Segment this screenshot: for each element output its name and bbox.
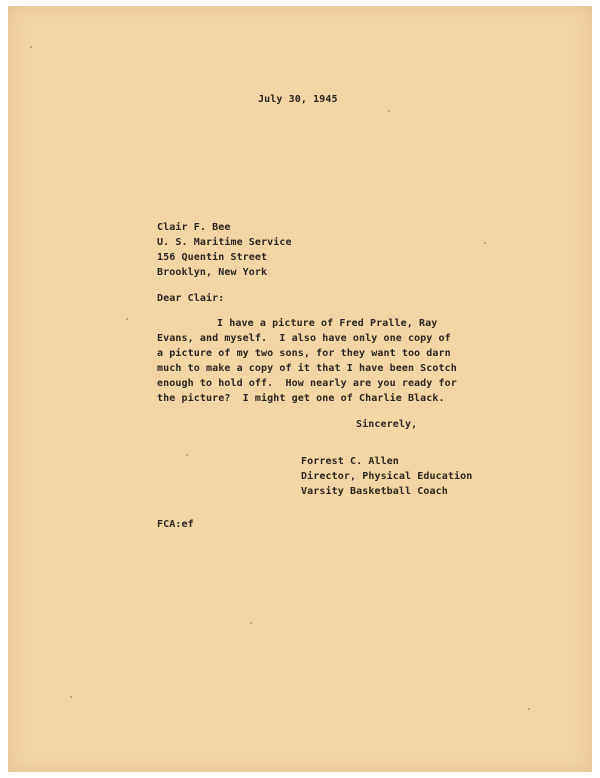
closing: Sincerely, <box>356 419 418 430</box>
recipient-street: 156 Quentin Street <box>157 252 268 263</box>
paper-speck <box>70 696 72 698</box>
paper-speck <box>528 708 530 710</box>
signature-title: Varsity Basketball Coach <box>301 486 448 497</box>
body-line: the picture? I might get one of Charlie Black. <box>157 393 445 404</box>
body-line: much to make a copy of it that I have been Scotch <box>157 363 457 374</box>
signature-name: Forrest C. Allen <box>301 456 399 467</box>
salutation: Dear Clair: <box>157 293 225 304</box>
body-line: enough to hold off. How nearly are you ready for <box>157 378 457 389</box>
signature-title: Director, Physical Education <box>301 471 473 482</box>
reference-initials: FCA:ef <box>157 519 194 530</box>
paper-speck <box>186 454 188 456</box>
body-line: a picture of my two sons, for they want too darn <box>157 348 451 359</box>
paper-speck <box>484 242 486 244</box>
letter-date: July 30, 1945 <box>258 94 338 105</box>
paper-speck <box>388 110 390 112</box>
body-line: I have a picture of Fred Pralle, Ray <box>217 318 438 329</box>
recipient-city: Brooklyn, New York <box>157 267 268 278</box>
paper-speck <box>250 622 252 624</box>
paper-speck <box>126 318 128 320</box>
paper-speck <box>30 46 32 48</box>
recipient-organization: U. S. Maritime Service <box>157 237 292 248</box>
body-line: Evans, and myself. I also have only one copy of <box>157 333 451 344</box>
recipient-name: Clair F. Bee <box>157 222 231 233</box>
